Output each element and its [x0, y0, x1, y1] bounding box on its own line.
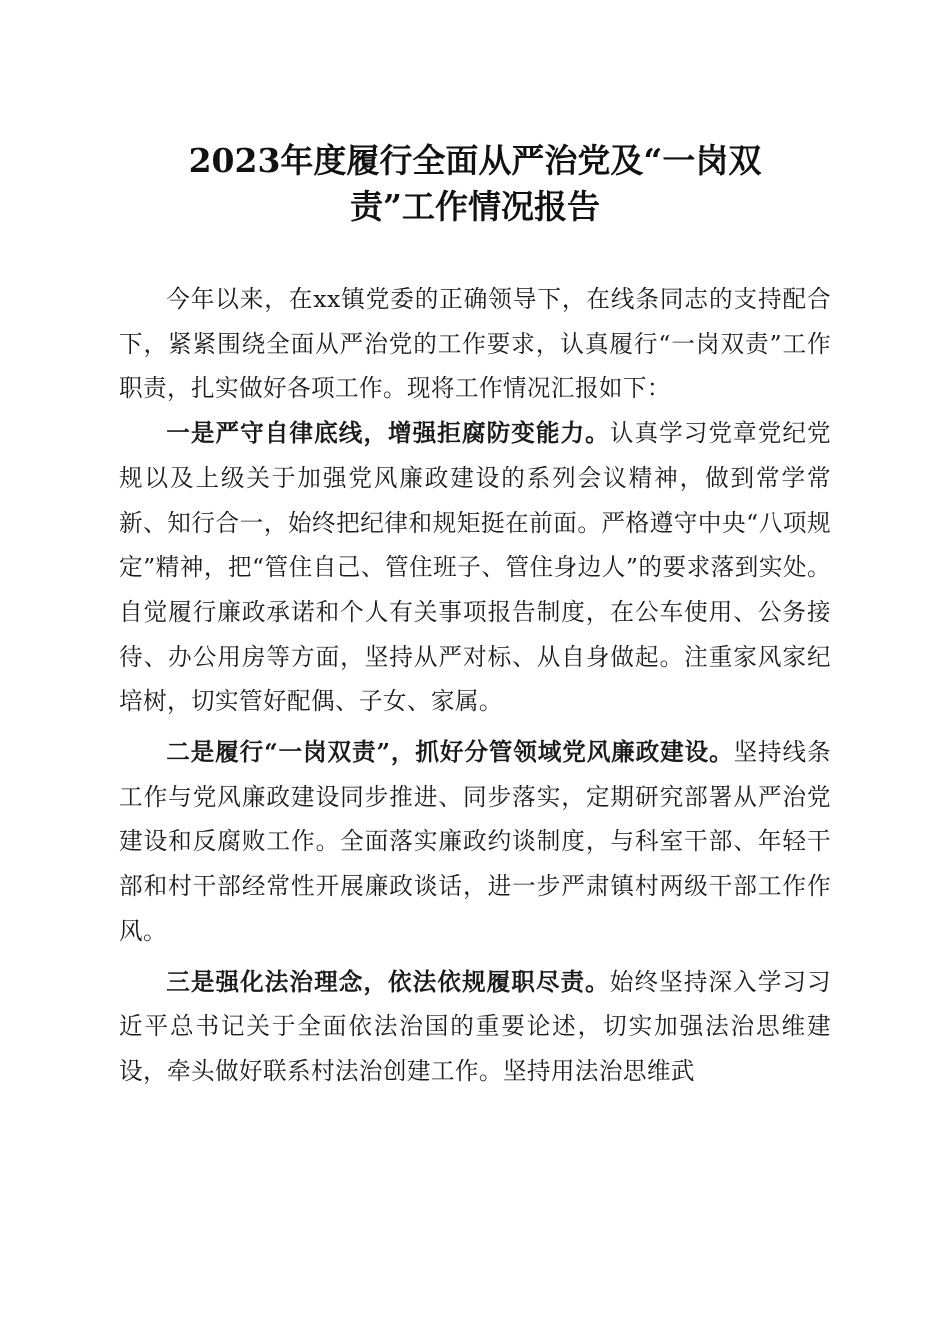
document-title	[120, 138, 830, 230]
section-text-1: 认真学习党章党纪党规以及上级关于加强党风廉政建设的系列会议精神，做到常学常新、知行合一，始终把纪律和规矩挺在前面。严格遵守中央“八项规定”精神，把“管住自己、管住班子、管住身边人”的要求落到实处。自觉履行廉政承诺和个人有关事项报告制度，在公车使用、公务接待、办公用房等方面，坚持从严对标、从自身做起。注重家风家纪培树，切实管好配偶、子女、家属。	[119, 419, 831, 716]
title-line-1: 2023年度履行全面从严治党及“一岗双	[188, 141, 762, 180]
section-text-2: 坚持线条工作与党风廉政建设同步推进、同步落实，定期研究部署从严治党建设和反腐败工作。全面落实廉政约谈制度，与科室干部、年轻干部和村干部经常性开展廉政谈话，进一步严肃镇村两级干部工作作风。	[119, 738, 831, 945]
title-line-2: 责”工作情况报告	[350, 187, 600, 226]
section-text-3: 始终坚持深入学习习近平总书记关于全面依法治国的重要论述，切实加强法治思维建设，牵头做好联系村法治创建工作。坚持用法治思维武	[119, 967, 831, 1085]
section-heading-1: 一是严守自律底线，增强拒腐防变能力。	[166, 419, 610, 448]
section-paragraph-3	[119, 960, 831, 1094]
section-heading-3: 三是强化法治理念，依法依规履职尽责。	[166, 967, 610, 996]
intro-paragraph: 今年以来，在xx镇党委的正确领导下，在线条同志的支持配合下，紧紧围绕全面从严治党的工作要求，认真履行“一岗双责”工作职责，扎实做好各项工作。现将工作情况汇报如下：	[119, 285, 831, 403]
document-body	[119, 277, 831, 1094]
section-paragraph-1	[119, 411, 831, 724]
section-heading-2: 二是履行“一岗双责”，抓好分管领域党风廉政建设。	[166, 738, 734, 767]
section-paragraph-2	[119, 730, 831, 954]
